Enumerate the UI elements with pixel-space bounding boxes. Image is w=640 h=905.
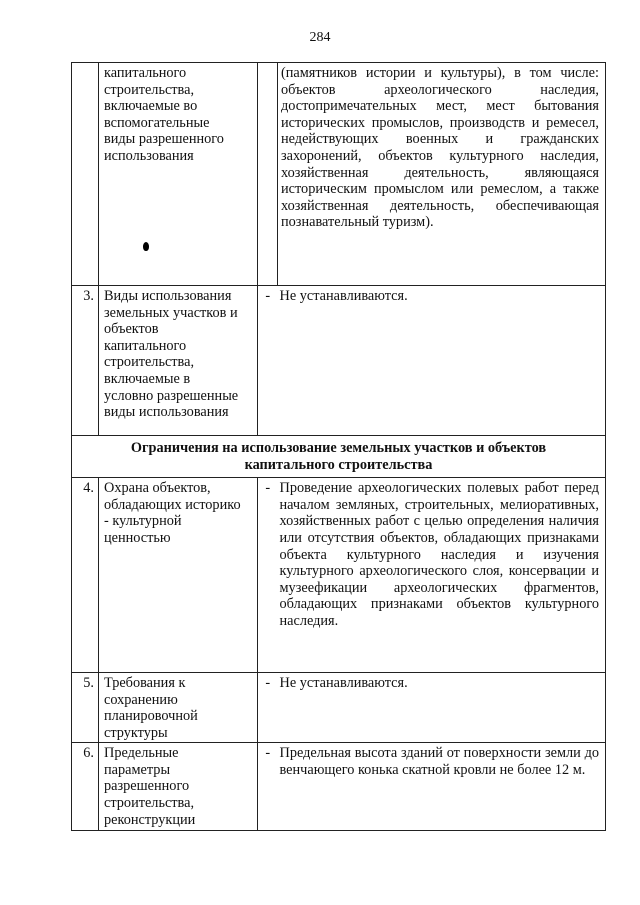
- row-title: Предельные параметры разрешенного строительства, реконструкции: [99, 743, 258, 831]
- table-row: [72, 478, 606, 673]
- table-row: [72, 286, 606, 436]
- page-number: 284: [309, 30, 331, 45]
- row-number: 6.: [72, 743, 99, 831]
- row-description: Не устанавливаются.: [278, 673, 606, 743]
- ink-spot: [143, 242, 149, 251]
- row-title: Виды использования земельных участков и объектов капитального строительства, включаемые в условно разрешенные виды использования: [99, 286, 258, 436]
- table-row: [72, 743, 606, 831]
- row-title: капитального строительства, включаемые во вспомогательные виды разрешенного использования: [99, 63, 258, 286]
- row-description: Предельная высота зданий от поверхности земли до венчающего конька скатной кровли не более 12 м.: [278, 743, 606, 831]
- row-description: Проведение археологических полевых работ перед началом земляных, строительных, мелиоративных, хозяйственных работ с целью определения наличия или отсутствия объектов, обладающих признаками объекта культурного наследия и изучения культурного археологического слоя, консервации и музеефикации археологических фрагментов, обладающих признаками объектов культурного наследия.: [278, 478, 606, 673]
- row-bullet: -: [258, 478, 278, 673]
- row-number: 4.: [72, 478, 99, 673]
- row-description: (памятников истории и культуры), в том числе: объектов археологического наследия, достопримечательных мест, мест бытования исторических промыслов, производств и ремесел, недействующих военных и гражданских захоронений, объектов культурного наследия, хозяйственная деятельность, являющаяся историческим промыслом или ремеслом, а также хозяйственная деятельность, обеспечивающая познавательный туризм).: [278, 63, 606, 286]
- row-title: Охрана объектов, обладающих историко - культурной ценностью: [99, 478, 258, 673]
- row-number: 3.: [72, 286, 99, 436]
- section-heading: Ограничения на использование земельных участков и объектов капитального строительства: [72, 436, 606, 478]
- regulations-table: [71, 62, 606, 831]
- row-description: Не устанавливаются.: [278, 286, 606, 436]
- row-number: 5.: [72, 673, 99, 743]
- table-row: [72, 63, 606, 286]
- row-bullet: -: [258, 673, 278, 743]
- table-row: [72, 673, 606, 743]
- section-heading-row: [72, 436, 606, 478]
- row-bullet: -: [258, 743, 278, 831]
- row-title: Требования к сохранению планировочной структуры: [99, 673, 258, 743]
- row-bullet: [258, 63, 278, 286]
- row-bullet: -: [258, 286, 278, 436]
- row-number: [72, 63, 99, 286]
